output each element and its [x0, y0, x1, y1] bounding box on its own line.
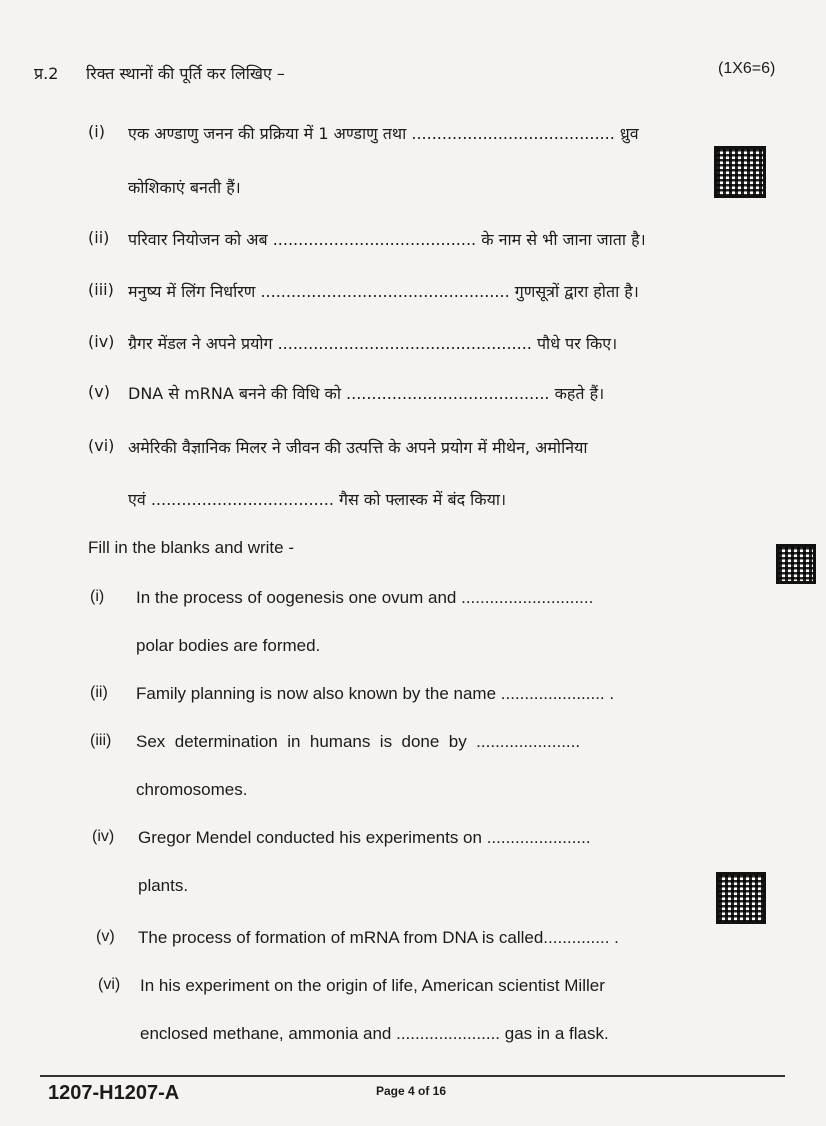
hindi-item-text: DNA से mRNA बनने की विधि को ........................................ कहते हैं। [128, 384, 605, 403]
hindi-item-number: (iv) [88, 332, 115, 351]
question-marks: (1X6=6) [718, 60, 776, 77]
english-item-text: Gregor Mendel conducted his experiments on ...................... [138, 828, 591, 847]
hindi-item-text-cont: एवं .................................... गैस को फ्लास्क में बंद किया। [128, 490, 507, 509]
english-item-number: (iv) [92, 828, 115, 845]
qr-code-icon [714, 146, 766, 198]
hindi-item-number: (iii) [88, 280, 114, 299]
qr-code-icon [776, 544, 816, 584]
english-heading: Fill in the blanks and write - [88, 538, 294, 557]
english-item-number: (vi) [98, 976, 121, 993]
qr-code-icon [716, 872, 766, 924]
hindi-item-text: परिवार नियोजन को अब ........................................ के नाम से भी जाना जाता है। [128, 230, 646, 249]
hindi-item-text: अमेरिकी वैज्ञानिक मिलर ने जीवन की उत्पत्ति के अपने प्रयोग में मीथेन, अमोनिया [128, 438, 588, 457]
page-number: Page 4 of 16 [376, 1084, 447, 1098]
english-item-text: The process of formation of mRNA from DNA is called.............. . [138, 928, 619, 947]
footer-divider [40, 1075, 785, 1077]
english-item-text-cont: enclosed methane, ammonia and ...................... gas in a flask. [140, 1024, 609, 1043]
hindi-item-number: (ii) [88, 228, 110, 247]
english-item-text: In the process of oogenesis one ovum and ............................ [136, 588, 594, 607]
english-item-text: Family planning is now also known by the name ...................... . [136, 684, 615, 703]
question-title: रिक्त स्थानों की पूर्ति कर लिखिए – [86, 64, 285, 83]
english-item-number: (i) [90, 588, 105, 605]
hindi-item-number: (v) [88, 382, 110, 401]
paper-code: 1207-H1207-A [48, 1082, 180, 1104]
english-item-text-cont: plants. [138, 876, 189, 895]
hindi-item-number: (i) [88, 122, 105, 141]
english-item-text-cont: chromosomes. [136, 780, 248, 799]
english-item-number: (ii) [90, 684, 108, 701]
hindi-item-text: मनुष्य में लिंग निर्धारण ................................................. गुणसूत्रों द्वारा होता है। [128, 282, 639, 301]
hindi-item-text: एक अण्डाणु जनन की प्रक्रिया में 1 अण्डाणु तथा ........................................ ध्रुव [128, 124, 639, 143]
english-item-number: (iii) [90, 732, 112, 749]
english-item-text: In his experiment on the origin of life, American scientist Miller [140, 976, 605, 995]
english-item-number: (v) [96, 928, 115, 945]
hindi-item-number: (vi) [88, 436, 115, 455]
hindi-item-text-cont: कोशिकाएं बनती हैं। [128, 178, 241, 197]
question-number: प्र.2 [34, 64, 59, 83]
english-item-text-cont: polar bodies are formed. [136, 636, 321, 655]
hindi-item-text: ग्रैगर मेंडल ने अपने प्रयोग .................................................. पौधे पर किए। [128, 334, 618, 353]
english-item-text: Sex determination in humans is done by ...................... [136, 732, 581, 751]
